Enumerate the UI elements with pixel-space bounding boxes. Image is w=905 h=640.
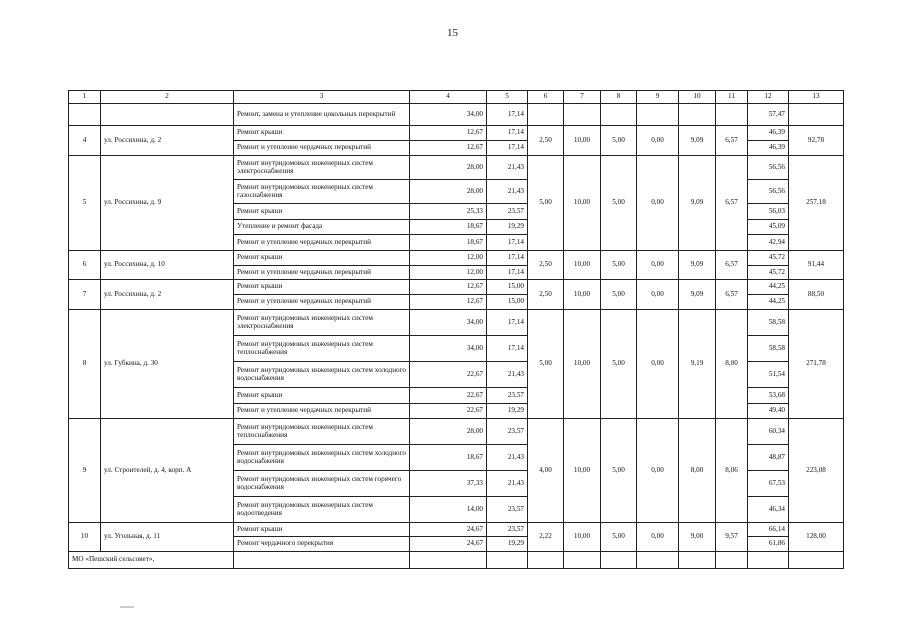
value-cell: 0,00: [637, 419, 679, 523]
value-cell: [528, 552, 564, 569]
cost-cell: 28,00: [410, 156, 487, 180]
address-cell: ул. Россихина, д. 2: [101, 280, 234, 310]
value-cell: 17,14: [487, 126, 528, 141]
value-cell: 10,00: [564, 156, 601, 251]
value-cell: 45,72: [748, 251, 789, 266]
scan-mark: [120, 606, 134, 608]
total-cell: 91,44: [789, 251, 844, 280]
cost-cell: 18,67: [410, 220, 487, 235]
value-cell: 17,14: [487, 141, 528, 156]
value-cell: 15,00: [487, 295, 528, 310]
value-cell: 21,43: [487, 156, 528, 180]
row-number-cell: 5: [69, 156, 101, 251]
value-cell: 17,14: [487, 336, 528, 362]
value-cell: 10,00: [564, 419, 601, 523]
value-cell: 17,14: [487, 235, 528, 251]
value-cell: 57,47: [748, 104, 789, 126]
value-cell: 46,39: [748, 126, 789, 141]
row-number-cell: 7: [69, 280, 101, 310]
cost-cell: 34,00: [410, 104, 487, 126]
value-cell: 0,00: [637, 251, 679, 280]
address-cell: ул. Россихина, д. 9: [101, 156, 234, 251]
table-row: [69, 156, 844, 180]
header-cell: 4: [410, 91, 487, 104]
value-cell: 8,00: [716, 310, 748, 419]
header-cell: 12: [748, 91, 789, 104]
table-row: [69, 104, 844, 126]
work-type-cell: Ремонт и утепление чердачных перекрытий: [234, 266, 410, 280]
value-cell: 10,00: [564, 280, 601, 310]
value-cell: 9,09: [679, 280, 716, 310]
value-cell: 21,43: [487, 362, 528, 388]
value-cell: 9,09: [679, 126, 716, 156]
work-type-cell: Ремонт и утепление чердачных перекрытий: [234, 404, 410, 419]
value-cell: 56,56: [748, 156, 789, 180]
total-cell: 257,18: [789, 156, 844, 251]
value-cell: [601, 104, 637, 126]
value-cell: [679, 552, 716, 569]
value-cell: 23,57: [487, 497, 528, 523]
value-cell: 9,09: [679, 251, 716, 280]
work-type-cell: Ремонт крыши: [234, 523, 410, 537]
value-cell: 17,14: [487, 104, 528, 126]
total-cell: 271,78: [789, 310, 844, 419]
cost-cell: 22,67: [410, 404, 487, 419]
work-type-cell: Ремонт внутридомовых инженерных систем газоснабжения: [234, 180, 410, 204]
cost-cell: 12,00: [410, 266, 487, 280]
value-cell: 49,40: [748, 404, 789, 419]
work-type-cell: Ремонт крыши: [234, 204, 410, 220]
cost-cell: 28,00: [410, 419, 487, 445]
total-cell: 88,50: [789, 280, 844, 310]
value-cell: 45,09: [748, 220, 789, 235]
value-cell: 17,14: [487, 310, 528, 336]
value-cell: 19,29: [487, 404, 528, 419]
cost-cell: 12,67: [410, 141, 487, 156]
header-cell: 6: [528, 91, 564, 104]
table-row: [69, 310, 844, 336]
address-cell: ул. Россихина, д. 2: [101, 126, 234, 156]
value-cell: 48,87: [748, 445, 789, 471]
value-cell: 60,34: [748, 419, 789, 445]
header-cell: 7: [564, 91, 601, 104]
value-cell: 8,06: [716, 419, 748, 523]
value-cell: 10,00: [564, 251, 601, 280]
value-cell: 51,54: [748, 362, 789, 388]
value-cell: [716, 104, 748, 126]
header-cell: 2: [101, 91, 234, 104]
value-cell: 21,43: [487, 180, 528, 204]
cost-cell: 12,67: [410, 126, 487, 141]
value-cell: [789, 552, 844, 569]
value-cell: 23,57: [487, 388, 528, 404]
value-cell: 23,57: [487, 419, 528, 445]
value-cell: [487, 552, 528, 569]
work-type-cell: Ремонт внутридомовых инженерных систем холодного водоснабжения: [234, 445, 410, 471]
value-cell: 66,14: [748, 523, 789, 537]
cost-cell: 28,00: [410, 180, 487, 204]
value-cell: 21,43: [487, 471, 528, 497]
table-row: [69, 419, 844, 445]
row-number-cell: [69, 104, 101, 126]
table-row: [69, 126, 844, 141]
value-cell: 5,00: [601, 523, 637, 552]
work-type-cell: Ремонт внутридомовых инженерных систем холодного водоснабжения: [234, 362, 410, 388]
value-cell: 53,68: [748, 388, 789, 404]
value-cell: 15,00: [487, 280, 528, 295]
value-cell: 19,29: [487, 537, 528, 552]
work-type-cell: Ремонт внутридомовых инженерных систем теплоснабжения: [234, 419, 410, 445]
value-cell: 2,50: [528, 126, 564, 156]
value-cell: 42,94: [748, 235, 789, 251]
row-number-cell: 9: [69, 419, 101, 523]
value-cell: 0,00: [637, 280, 679, 310]
cost-cell: 14,00: [410, 497, 487, 523]
value-cell: 23,57: [487, 204, 528, 220]
value-cell: [679, 104, 716, 126]
value-cell: 67,53: [748, 471, 789, 497]
address-cell: ул. Строителей, д. 4, корп. А: [101, 419, 234, 523]
row-number-cell: 8: [69, 310, 101, 419]
repair-schedule-table: [68, 90, 844, 569]
value-cell: [564, 104, 601, 126]
value-cell: 5,00: [601, 251, 637, 280]
value-cell: 58,58: [748, 336, 789, 362]
work-type-cell: Ремонт и утепление чердачных перекрытий: [234, 235, 410, 251]
cost-cell: 34,00: [410, 310, 487, 336]
value-cell: 17,14: [487, 266, 528, 280]
value-cell: 0,00: [637, 156, 679, 251]
value-cell: 45,72: [748, 266, 789, 280]
value-cell: 10,00: [564, 523, 601, 552]
address-cell: ул. Угольная, д. 11: [101, 523, 234, 552]
value-cell: 0,00: [637, 310, 679, 419]
work-type-cell: Ремонт крыши: [234, 280, 410, 295]
value-cell: [748, 552, 789, 569]
value-cell: 6,57: [716, 156, 748, 251]
value-cell: 0,00: [637, 126, 679, 156]
value-cell: 19,29: [487, 220, 528, 235]
cost-cell: 24,67: [410, 523, 487, 537]
value-cell: 9,19: [679, 310, 716, 419]
value-cell: 6,57: [716, 251, 748, 280]
row-number-cell: 4: [69, 126, 101, 156]
value-cell: 6,57: [716, 280, 748, 310]
header-cell: 3: [234, 91, 410, 104]
value-cell: [564, 552, 601, 569]
header-cell: 1: [69, 91, 101, 104]
cost-cell: 12,67: [410, 295, 487, 310]
value-cell: 9,57: [716, 523, 748, 552]
table-row: [69, 280, 844, 295]
work-type-cell: Ремонт внутридомовых инженерных систем электроснабжения: [234, 310, 410, 336]
table-row: [69, 523, 844, 537]
value-cell: [601, 552, 637, 569]
work-type-cell: Ремонт внутридомовых инженерных систем электроснабжения: [234, 156, 410, 180]
total-cell: 92,78: [789, 126, 844, 156]
value-cell: 5,00: [601, 156, 637, 251]
value-cell: 58,58: [748, 310, 789, 336]
value-cell: 61,86: [748, 537, 789, 552]
header-row: [69, 91, 844, 104]
value-cell: 9,00: [679, 523, 716, 552]
section-title-cell: МО «Пешский сельсовет»,: [69, 552, 234, 569]
value-cell: 5,00: [528, 156, 564, 251]
cost-cell: 18,67: [410, 235, 487, 251]
work-type-cell: Ремонт крыши: [234, 251, 410, 266]
value-cell: 21,43: [487, 445, 528, 471]
work-type-cell: Ремонт внутридомовых инженерных систем теплоснабжения: [234, 336, 410, 362]
table-row: [69, 552, 844, 569]
work-type-cell: Ремонт чердачного перекрытия: [234, 537, 410, 552]
value-cell: 4,00: [528, 419, 564, 523]
work-type-cell: Ремонт крыши: [234, 388, 410, 404]
page-number: 15: [447, 27, 458, 39]
total-cell: 128,00: [789, 523, 844, 552]
header-cell: 11: [716, 91, 748, 104]
value-cell: 5,00: [528, 310, 564, 419]
value-cell: 5,00: [601, 280, 637, 310]
value-cell: [716, 552, 748, 569]
value-cell: 56,03: [748, 204, 789, 220]
value-cell: 5,00: [601, 419, 637, 523]
cost-cell: 22,67: [410, 362, 487, 388]
row-number-cell: 6: [69, 251, 101, 280]
header-cell: 5: [487, 91, 528, 104]
value-cell: [234, 552, 410, 569]
address-cell: ул. Губкина, д. 30: [101, 310, 234, 419]
value-cell: 5,00: [601, 126, 637, 156]
cost-cell: 12,67: [410, 280, 487, 295]
work-type-cell: Утепление и ремонт фасада: [234, 220, 410, 235]
address-cell: ул. Россихина, д. 10: [101, 251, 234, 280]
header-cell: 10: [679, 91, 716, 104]
cost-cell: 18,67: [410, 445, 487, 471]
value-cell: 56,56: [748, 180, 789, 204]
header-cell: 8: [601, 91, 637, 104]
value-cell: 10,00: [564, 126, 601, 156]
value-cell: 5,00: [601, 310, 637, 419]
value-cell: 9,09: [679, 156, 716, 251]
value-cell: 44,25: [748, 280, 789, 295]
value-cell: [528, 104, 564, 126]
header-cell: 13: [789, 91, 844, 104]
cost-cell: 37,33: [410, 471, 487, 497]
total-cell: [789, 104, 844, 126]
value-cell: 0,00: [637, 523, 679, 552]
cost-cell: 24,67: [410, 537, 487, 552]
value-cell: 46,34: [748, 497, 789, 523]
work-type-cell: Ремонт и утепление чердачных перекрытий: [234, 141, 410, 156]
value-cell: 10,00: [564, 310, 601, 419]
cost-cell: 25,33: [410, 204, 487, 220]
value-cell: [637, 552, 679, 569]
value-cell: 2,50: [528, 251, 564, 280]
value-cell: 46,39: [748, 141, 789, 156]
work-type-cell: Ремонт крыши: [234, 126, 410, 141]
cost-cell: 12,00: [410, 251, 487, 266]
value-cell: 6,57: [716, 126, 748, 156]
value-cell: 17,14: [487, 251, 528, 266]
value-cell: 2,50: [528, 280, 564, 310]
cost-cell: 34,00: [410, 336, 487, 362]
value-cell: [637, 104, 679, 126]
cost-cell: 22,67: [410, 388, 487, 404]
value-cell: [410, 552, 487, 569]
table-row: [69, 251, 844, 266]
work-type-cell: Ремонт, замена и утепление цокольных перекрытий: [234, 104, 410, 126]
work-type-cell: Ремонт внутридомовых инженерных систем горячего водоснабжения: [234, 471, 410, 497]
total-cell: 223,08: [789, 419, 844, 523]
value-cell: 2,22: [528, 523, 564, 552]
work-type-cell: Ремонт и утепление чердачных перекрытий: [234, 295, 410, 310]
address-cell: [101, 104, 234, 126]
header-cell: 9: [637, 91, 679, 104]
value-cell: 44,25: [748, 295, 789, 310]
work-type-cell: Ремонт внутридомовых инженерных систем водоотведения: [234, 497, 410, 523]
row-number-cell: 10: [69, 523, 101, 552]
value-cell: 23,57: [487, 523, 528, 537]
value-cell: 8,00: [679, 419, 716, 523]
